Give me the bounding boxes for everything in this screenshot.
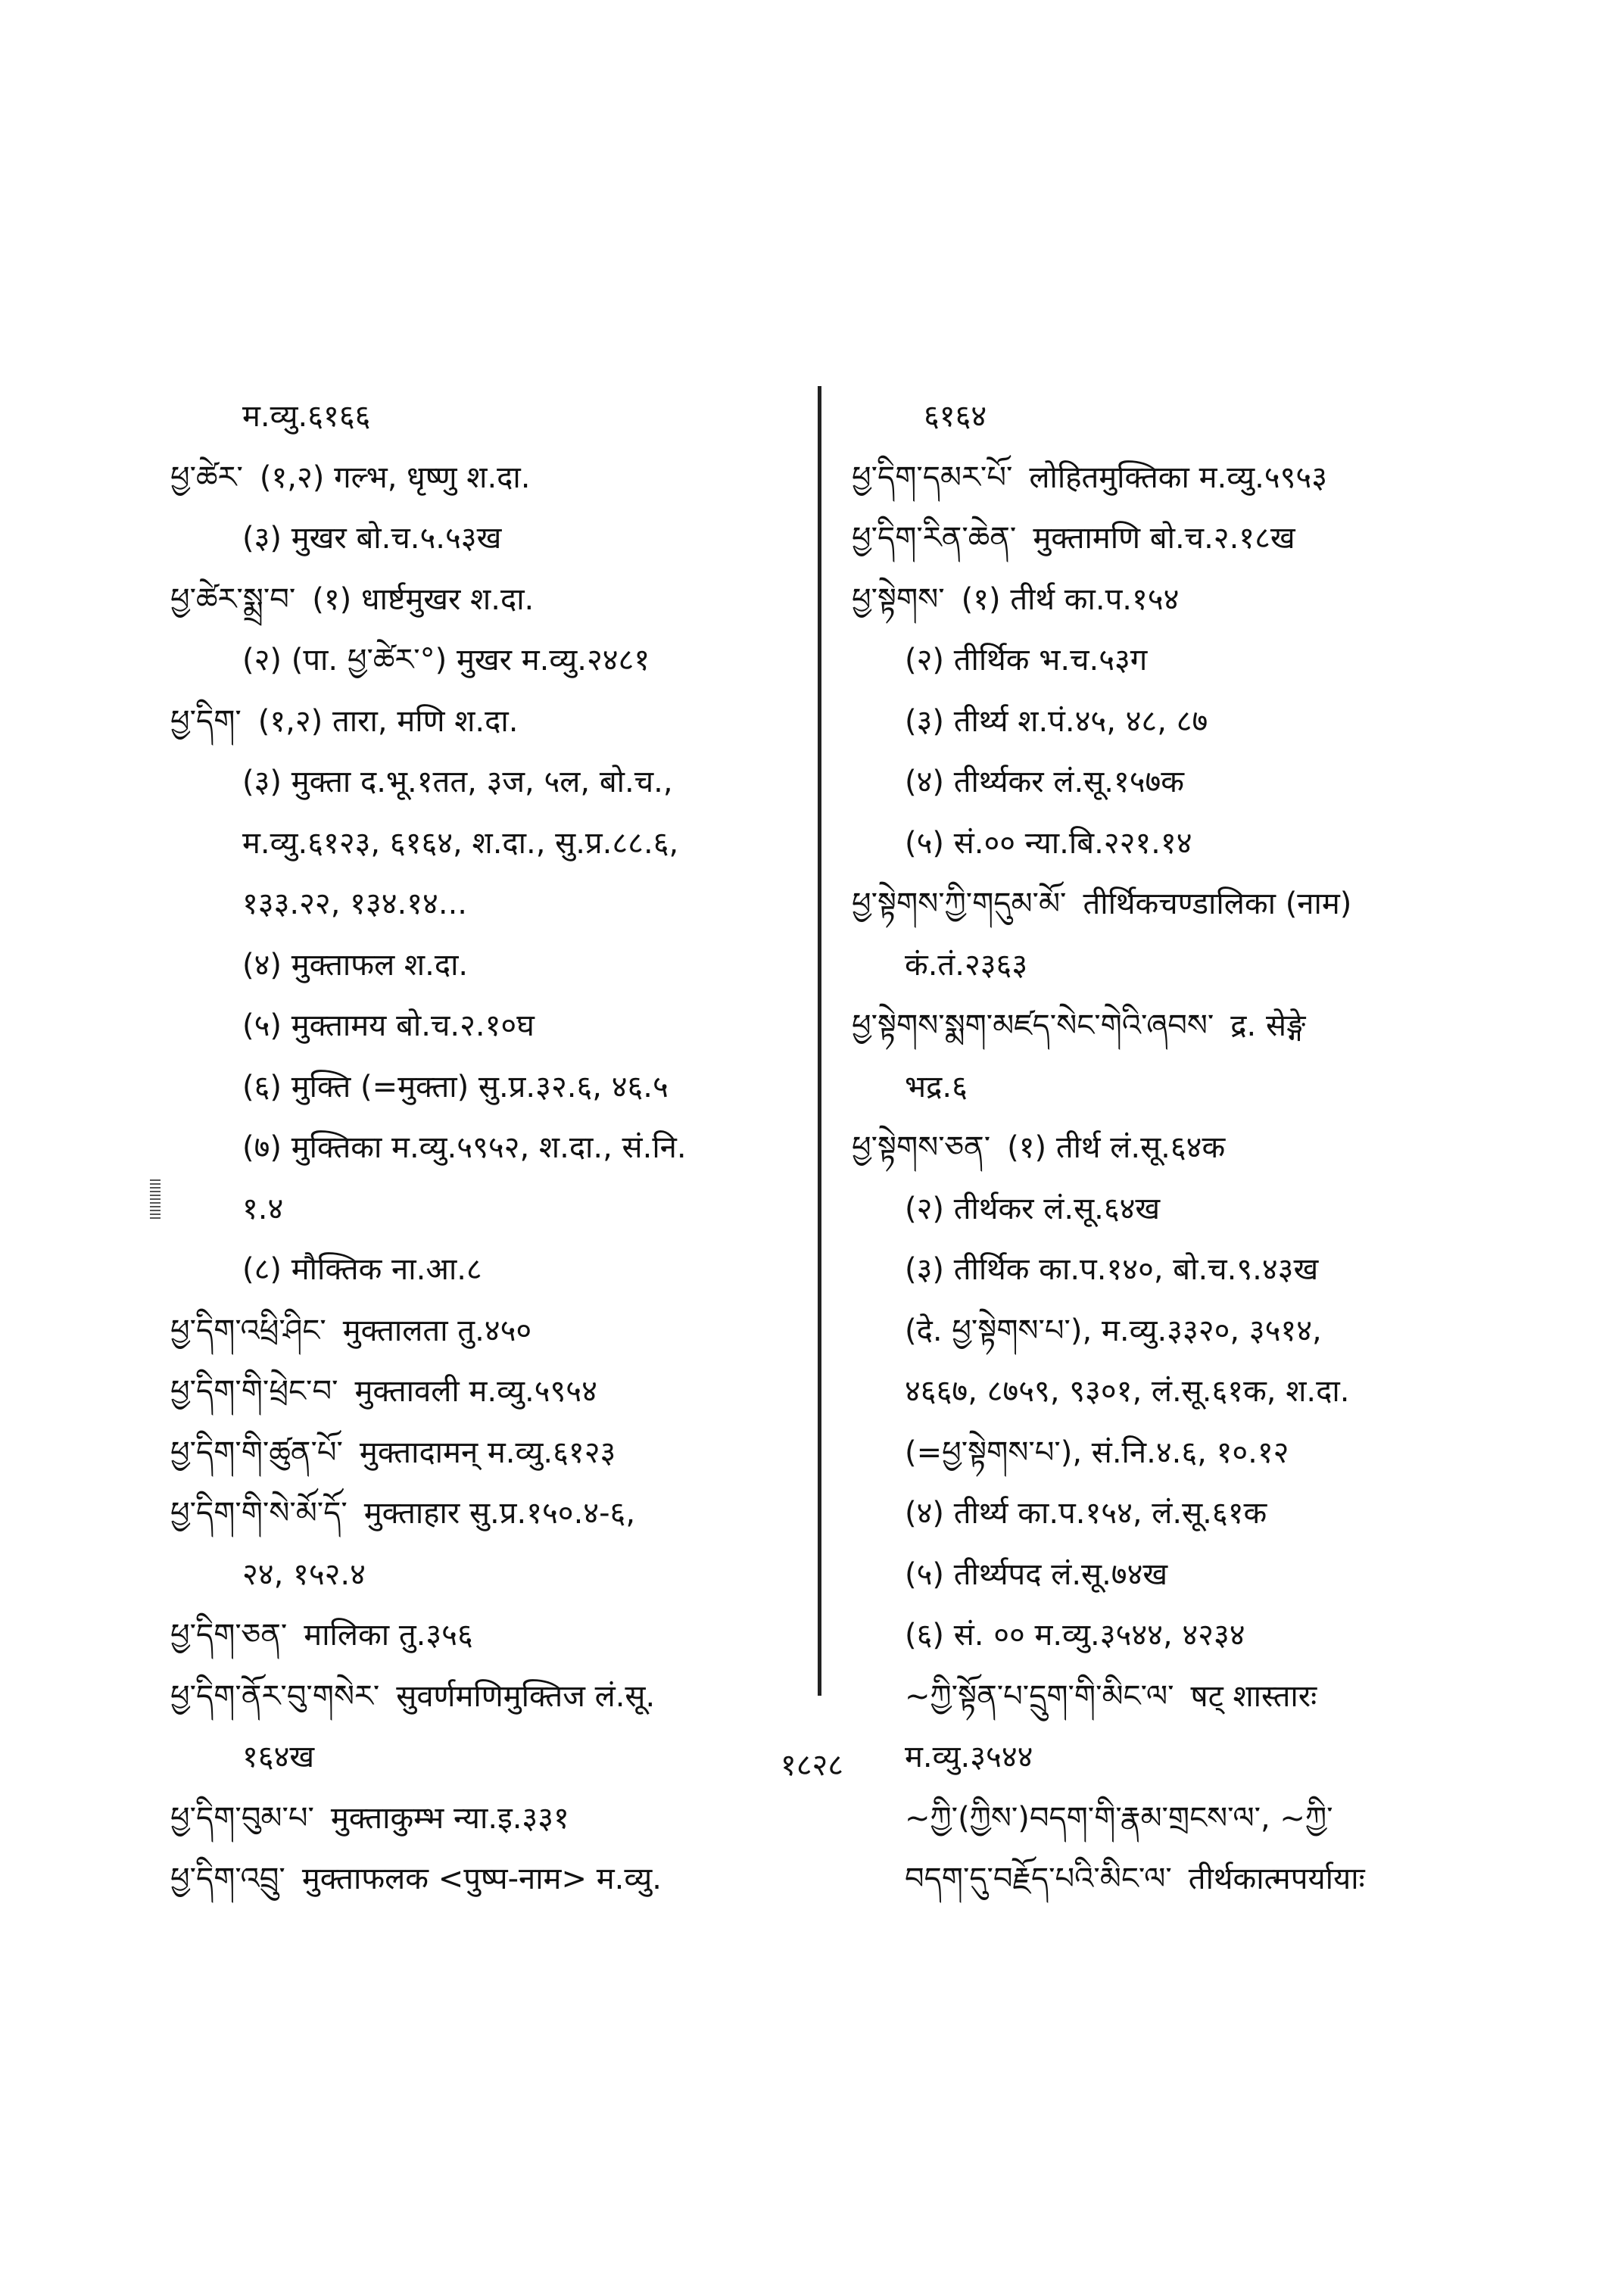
tibetan-term: ཕྱ་སྟེགས་ཅན་ (852, 1130, 991, 1165)
sanskrit-definition: मुक्तालता तु.४५० (342, 1313, 532, 1348)
entry-headword-line (170, 447, 799, 509)
right-column (852, 386, 1473, 1910)
entry-headword-line (852, 569, 1473, 631)
sanskrit-definition: (२) तीर्थिक भ.च.५३ग (905, 643, 1148, 678)
entry-continuation-line (852, 1361, 1473, 1422)
sanskrit-definition: (५) मुक्तामय बो.च.२.१०घ (242, 1008, 535, 1043)
entry-continuation-line (170, 508, 799, 569)
entry-headword-line (170, 691, 799, 752)
sanskrit-definition: (२) तीर्थकर लं.सू.६४ख (905, 1191, 1161, 1226)
entry-continuation-line (170, 935, 799, 996)
sanskrit-definition: २४, १५२.४ (242, 1556, 366, 1592)
entry-continuation-line (170, 1179, 799, 1240)
entry-headword-line (170, 1605, 799, 1666)
tibetan-term: ཕྱ་དིག་བུམ་པ་ (170, 1800, 314, 1836)
entry-continuation-line (852, 1605, 1473, 1666)
sanskrit-definition: ६१६४ (924, 399, 987, 434)
page-number: १८२८ (780, 1748, 844, 1783)
entry-continuation-line (852, 752, 1473, 813)
sanskrit-definition: म.व्यु.३५४४ (905, 1740, 1033, 1774)
entry-continuation-line (170, 874, 799, 935)
sanskrit-definition: (१,२) तारा, मणि श.दा. (257, 703, 519, 739)
sanskrit-definition: मालिका तु.३५६ (304, 1618, 473, 1653)
tibetan-term: ཕྱ་དིག་འབྲུ་ (170, 1862, 285, 1896)
tibetan-term: ཕྱ་ཚེར་ (170, 460, 243, 495)
entry-headword-line (170, 1849, 799, 1910)
tibetan-term: ཕྱ་ཚེར་སྨྲ་བ་ (170, 581, 296, 617)
tibetan-term: བདག་དུ་བརྗོད་པའི་མིང་ལ་ (905, 1862, 1172, 1896)
sanskrit-definition: मुक्ताफलक <पुष्प-नाम> म.व्यु. (301, 1862, 662, 1896)
sanskrit-definition: (३) मुक्ता द.भू.१तत, ३ज, ५ल, बो.च., (242, 765, 673, 799)
sanskrit-definition: (६) मुक्ति (=मुक्ता) सु.प्र.३२.६, ४६.५ (242, 1069, 669, 1104)
entry-headword-line (170, 1301, 799, 1362)
tibetan-term: ཕྱ་དིག་རིན་ཆེན་ (852, 521, 1017, 556)
sanskrit-definition: तीर्थिकचण्डालिका (नाम) (1083, 886, 1352, 921)
entry-continuation-line (852, 630, 1473, 691)
entry-continuation-line (170, 386, 799, 447)
margin-mark (150, 1179, 161, 1219)
sanskrit-definition: मुक्तामणि बो.च.२.१८ख (1033, 521, 1295, 556)
entry-continuation-line (852, 813, 1473, 874)
entry-headword-line (852, 995, 1473, 1057)
entry-continuation-line (852, 691, 1473, 752)
entry-continuation-line (852, 1301, 1473, 1362)
sanskrit-definition: सुवर्णमणिमुक्तिज लं.सू. (396, 1678, 656, 1714)
sanskrit-definition: मुक्ताहार सु.प्र.१५०.४-६, (363, 1496, 636, 1531)
sanskrit-definition: (४) तीर्थ्यकर लं.सू.१५७क (905, 765, 1185, 799)
entry-continuation-line (852, 1483, 1473, 1544)
tibetan-term: ཕྱ་དིག་འཕྲི་ཤིང་ (170, 1313, 326, 1348)
sanskrit-definition: द्र. सेङ्गे (1230, 1008, 1306, 1043)
sanskrit-definition: ~ཀྱི་(ཀྱིས་)བདག་གི་རྣམ་གྲངས་ལ་, ~ཀྱི་ (905, 1800, 1333, 1836)
entry-continuation-line (170, 752, 799, 813)
sanskrit-definition: (८) मौक्तिक ना.आ.८ (242, 1252, 482, 1287)
entry-continuation-line (170, 1117, 799, 1179)
entry-headword-line (852, 1117, 1473, 1179)
sanskrit-definition: मुक्ताकुम्भ न्या.इ.३३१ (330, 1800, 569, 1836)
entry-continuation-line (852, 386, 1473, 447)
entry-headword-line (170, 569, 799, 631)
entry-continuation-line (852, 1057, 1473, 1118)
entry-continuation-line (852, 1544, 1473, 1606)
entry-continuation-line (852, 1239, 1473, 1301)
sanskrit-definition: (=ཕྱ་སྟེགས་པ་), सं.नि.४.६, १०.१२ (905, 1435, 1289, 1470)
sanskrit-definition: (७) मुक्तिका म.व्यु.५९५२, श.दा., सं.नि. (242, 1130, 687, 1165)
entry-continuation-line (852, 935, 1473, 996)
entry-headword-line (170, 1361, 799, 1422)
entry-headword-line (852, 508, 1473, 569)
sanskrit-definition: लोहितमुक्तिका म.व्यु.५९५३ (1029, 460, 1327, 495)
tibetan-term: ཕྱ་དིག་གི་ཕྲེང་བ་ (170, 1374, 338, 1409)
entry-continuation-line (852, 1422, 1473, 1484)
sanskrit-definition: षट् शास्तारः (1190, 1678, 1317, 1714)
sanskrit-definition: तीर्थकात्मपर्यायाः (1188, 1862, 1365, 1896)
tibetan-term: ཕྱ་དིག་གི་ཚུན་པོ་ (170, 1435, 343, 1470)
sanskrit-definition: (१) तीर्थ का.प.१५४ (961, 581, 1180, 617)
sanskrit-definition: मुक्तादामन् म.व्यु.६१२३ (359, 1435, 616, 1470)
sanskrit-definition: (१) तीर्थ लं.सू.६४क (1007, 1130, 1226, 1165)
tibetan-term: ཕྱ་དིག་དམར་པོ་ (852, 460, 1013, 495)
entry-headword-line (852, 447, 1473, 509)
sanskrit-definition: १.४ (242, 1191, 284, 1226)
sanskrit-definition: (१) धार्ष्टमुखर श.दा. (312, 581, 535, 617)
tibetan-term: ཕྱ་དིག་ཅན་ (170, 1618, 288, 1653)
sanskrit-definition: (३) तीर्थिक का.प.१४०, बो.च.९.४३ख (905, 1252, 1319, 1287)
entry-continuation-line (852, 1666, 1473, 1728)
column-divider (818, 386, 821, 1696)
sanskrit-definition: (१,२) गल्भ, धृष्णु श.दा. (259, 460, 531, 495)
sanskrit-definition: (५) तीर्थ्यपद लं.सू.७४ख (905, 1556, 1168, 1592)
sanskrit-definition: १६४ख (242, 1740, 315, 1774)
tibetan-term: ཕྱ་སྟེགས་ (852, 581, 945, 617)
entry-continuation-line (170, 1057, 799, 1118)
entry-headword-line (170, 1422, 799, 1484)
tibetan-term: ཕྱ་དིག་གི་སེ་མོ་དོ་ (170, 1496, 348, 1531)
entry-headword-line (170, 1788, 799, 1849)
entry-headword-line (170, 1666, 799, 1728)
tibetan-term: ཕྱ་དིག་ (170, 703, 242, 739)
entry-continuation-line (170, 995, 799, 1057)
sanskrit-definition: (६) सं. ०० म.व्यु.३५४४, ४२३४ (905, 1618, 1245, 1653)
sanskrit-definition: (३) तीर्थ्य श.पं.४५, ४८, ८७ (905, 703, 1208, 739)
entry-headword-line (170, 1483, 799, 1544)
entry-continuation-line (170, 630, 799, 691)
sanskrit-definition: (३) मुखर बो.च.५.५३ख (242, 521, 502, 556)
entry-continuation-line (852, 1788, 1473, 1849)
sanskrit-definition: (२) (पा. ཕྱ་ཚེར་°) मुखर म.व्यु.२४८१ (242, 643, 650, 678)
left-column (170, 386, 799, 1910)
tibetan-term: ~ཀྱི་སྟོན་པ་དྲུག་གི་མིང་ལ་ (905, 1678, 1174, 1714)
sanskrit-definition: मुक्तावली म.व्यु.५९५४ (354, 1374, 597, 1409)
sanskrit-definition: (दे. ཕྱ་སྟེགས་པ་), म.व्यु.३३२०, ३५१४, (905, 1313, 1322, 1348)
entry-headword-line (852, 874, 1473, 935)
sanskrit-definition: (४) मुक्ताफल श.दा. (242, 947, 469, 983)
sanskrit-definition: कं.तं.२३६३ (905, 947, 1028, 983)
entry-continuation-line (852, 1849, 1473, 1910)
sanskrit-definition: भद्र.६ (905, 1069, 968, 1104)
sanskrit-definition: म.व्यु.६१२३, ६१६४, श.दा., सु.प्र.८८.६, (242, 825, 679, 861)
tibetan-term: ཕྱ་སྟེགས་སྨག་མཛད་སེང་གེའི་ཞབས་ (852, 1008, 1214, 1043)
tibetan-term: ཕྱ་སྟེགས་ཀྱི་གདུམ་མོ་ (852, 886, 1067, 921)
sanskrit-definition: ४६६७, ८७५९, ९३०१, लं.सू.६१क, श.दा. (905, 1374, 1350, 1409)
entry-continuation-line (170, 1239, 799, 1301)
sanskrit-definition: १३३.२२, १३४.१४... (242, 886, 468, 921)
sanskrit-definition: (४) तीर्थ्य का.प.१५४, लं.सू.६१क (905, 1496, 1267, 1531)
entry-continuation-line (852, 1179, 1473, 1240)
entry-continuation-line (170, 1544, 799, 1606)
sanskrit-definition: (५) सं.०० न्या.बि.२२१.१४ (905, 825, 1192, 861)
entry-continuation-line (170, 813, 799, 874)
tibetan-term: ཕྱ་དིག་ནོར་བུ་གསེར་ (170, 1678, 380, 1714)
sanskrit-definition: म.व्यु.६१६६ (242, 399, 371, 434)
